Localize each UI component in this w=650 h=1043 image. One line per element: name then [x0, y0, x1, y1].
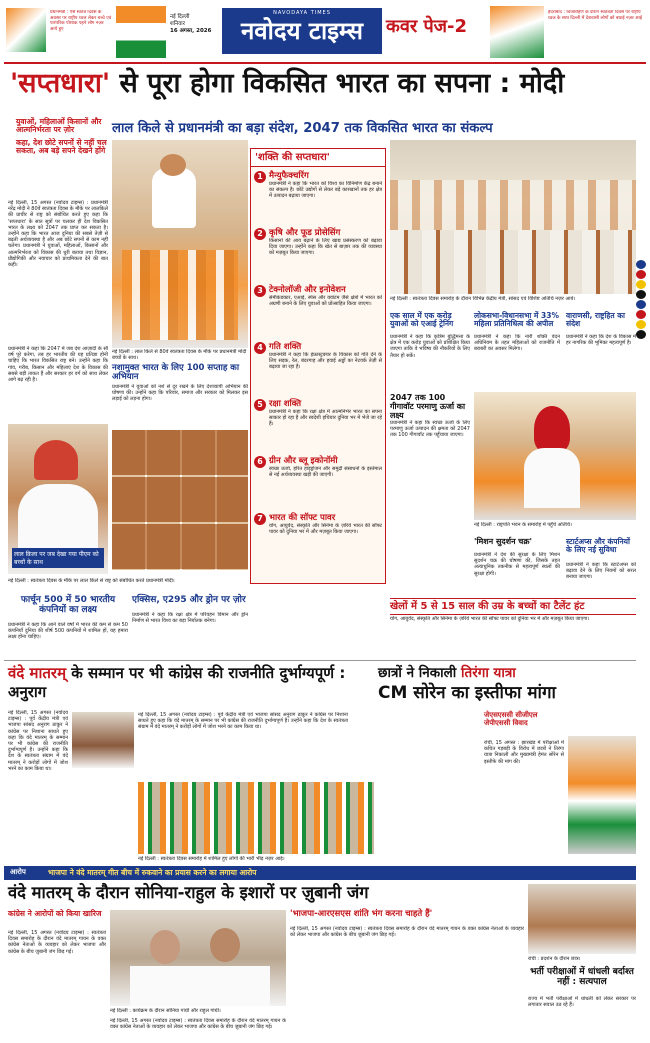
lead-body-continued: प्रधानमंत्री ने कहा कि 2047 में जब देश आज़ादी के सौ वर्ष पूरे करेगा, तब हर भारतीय की यह प्रतिज्ञा होनी चाहिए कि भारत विकसित राष्ट्र बने। उन्होंने कहा कि गांव, गरीब, किसान और महिलाएं देश के विकास की सबसे बड़ी ताकत हैं और सरकार हर वर्ग को साथ लेकर आगे बढ़ रही है।	[8, 346, 108, 384]
point-number: 1	[254, 171, 266, 183]
speech-caption: नई दिल्ली : राष्ट्रपति भवन के समारोह में पहुँचे अतिथि।	[474, 522, 572, 528]
strip-label: आरोप	[10, 868, 26, 876]
story-body: प्रधानमंत्री ने कहा कि रक्षा क्षेत्र में परिवहन विमान और ड्रोन निर्माण से भारत विश्व का बड़ा निर्यातक बनेगा।	[132, 612, 248, 625]
anurag-photo	[72, 712, 134, 768]
point-number: 5	[254, 399, 266, 411]
story-headline: वाराणसी, राष्ट्रहित का संदेश	[566, 311, 625, 329]
vande-headline	[8, 664, 348, 702]
point-text: सेमीकंडक्टर, एआई, स्पेस और क्वांटम जैसे क्षेत्रों में भारत को अग्रणी बनाने के लिए युवाओं को प्रोत्साहित किया जाएगा।	[269, 295, 382, 308]
point-number: 4	[254, 342, 266, 354]
sonia-bullet: कांग्रेस ने आरोपों को किया खारिज	[8, 909, 102, 918]
point-number: 2	[254, 228, 266, 240]
story-body: प्रधानमंत्री ने कहा कि नारी शक्ति वंदन अधिनियम के तहत महिलाओं को राजनीति में बराबरी का अवसर मिलेगा।	[474, 334, 560, 353]
side-body: राज्य में भर्ती परीक्षाओं में धांधली को लेकर सरकार पर लगातार सवाल उठ रहे हैं।	[528, 996, 636, 1009]
story-headline: स्टार्टअप्स और कंपनियों के लिए नई सुविधा	[566, 537, 630, 555]
right-promo-photo	[490, 6, 544, 58]
protest-caption: रांची : प्रदर्शन के दौरान छात्र।	[528, 956, 581, 962]
lead-bullets	[8, 118, 108, 155]
point-text: प्रधानमंत्री ने कहा कि रक्षा क्षेत्र में आत्मनिर्भर भारत का सपना साकार हो रहा है और स्वदेशी हथियार दुनिया भर में भेजे जा रहे हैं।	[269, 409, 382, 428]
point-title: टेक्नोलॉजी और इनोवेशन	[269, 285, 346, 295]
chhatra-line2: CM सोरेन का इस्तीफा मांगा	[378, 683, 556, 703]
sports-body: योग, आयुर्वेद, संस्कृति और सिनेमा के ज़रिये भारत की सॉफ्ट पावर को दुनिया भर में और मज़बूत किया जाएगा।	[390, 616, 590, 622]
edition-box	[170, 14, 220, 50]
chhatra-headline	[378, 664, 636, 704]
point-text: प्रधानमंत्री ने कहा कि इंफ्रास्ट्रक्चर के विकास को गति देने के लिए सड़क, रेल, बंदरगाह और हवाई अड्डों का नेटवर्क तेज़ी से बढ़ाया जा रहा है।	[269, 352, 382, 371]
story-headline: 'मिशन सुदर्शन चक्र'	[474, 537, 532, 546]
sonia-quote-body: नई दिल्ली, 15 अगस्त (नवोदय टाइम्स) : स्वतंत्रता दिवस समारोह के दौरान वंदे मातरम् गायन के वक्त कांग्रेस नेताओं के व्यवहार को लेकर भाजपा और कांग्रेस के बीच ज़ुबानी जंग छिड़ गई।	[290, 926, 524, 939]
protest-photo	[528, 884, 636, 954]
story-headline: लोकसभा-विधानसभा में 33% महिला प्रतिनिधित्व की अपील	[474, 311, 559, 329]
sonia-body-continued: नई दिल्ली, 15 अगस्त (नवोदय टाइम्स) : स्वतंत्रता दिवस समारोह के दौरान वंदे मातरम् गायन के वक्त कांग्रेस नेताओं के व्यवहार को लेकर भाजपा और कांग्रेस के बीच ज़ुबानी जंग छिड़ गई।	[110, 1018, 286, 1031]
dignitaries-caption: नई दिल्ली : स्वतंत्रता दिवस समारोह के दौरान विभिन्न केंद्रीय मंत्री, सांसद एवं विशिष्ट अतिथि नज़र आये।	[390, 296, 576, 302]
sports-banner: खेलों में 5 से 15 साल की उम्र के बच्चों का टैलेंट हंट	[390, 598, 636, 615]
lead-photo-caption: नई दिल्ली : लाल किले से 80वें स्वतंत्रता दिवस के मौके पर प्रधानमंत्री मोदी बच्चों के साथ।	[112, 349, 247, 361]
saptdhara-point	[251, 452, 385, 509]
saptdhara-point	[251, 338, 385, 395]
vande-highlight: वंदे मातरम्	[8, 664, 67, 682]
point-text: स्वच्छ ऊर्जा, हरित हाइड्रोजन और समुद्री संसाधनों के इस्तेमाल से नई अर्थव्यवस्था खड़ी की जाएगी।	[269, 466, 382, 479]
story-headline: 2047 तक 100 गीगावॉट परमाणु ऊर्जा का लक्ष्य	[390, 393, 466, 420]
tricolor-photo	[116, 6, 166, 58]
point-title: ग्रीन और ब्लू इकोनॉमी	[269, 456, 338, 466]
point-title: कृषि और फूड प्रोसेसिंग	[269, 228, 341, 238]
lead-headline-rest: से पूरा होगा विकसित भारत का सपना : मोदी	[110, 68, 565, 99]
edition-date: 16 अगस्त, 2026	[170, 28, 212, 34]
strip-text: भाजपा ने वंदे मातरम् गीत बीच में रुकवाने का प्रयास करने का लगाया आरोप	[48, 868, 257, 877]
story-headline: नशामुक्त भारत के लिए 100 सप्ताह का अभियान	[112, 363, 240, 383]
point-title: गति शक्ति	[269, 342, 302, 352]
moments-photo-grid	[112, 430, 248, 570]
crowd-caption: नई दिल्ली : स्वतंत्रता दिवस समारोह में शामिल हुए लोगों की भारी भीड़ नज़र आई।	[138, 856, 285, 862]
story-headline: एक साल में एक करोड़ युवाओं को एआई ट्रेनिंग	[390, 311, 454, 329]
story-body: प्रधानमंत्री ने कहा कि आने वाले वर्षों में भारत की कम से कम 50 कंपनियाँ दुनिया की शीर्ष 500 कंपनियों में शामिल हों, यह हमारा लक्ष्य होना चाहिए।	[8, 622, 128, 641]
allegation-strip	[4, 866, 636, 880]
story-body: प्रधानमंत्री ने कहा कि देश के विकास में हर नागरिक की भूमिका महत्वपूर्ण है।	[566, 334, 636, 347]
logo-box	[222, 8, 382, 54]
saptdhara-point	[251, 224, 385, 281]
point-number: 6	[254, 456, 266, 468]
chhatra-highlight: तिरंगा यात्रा	[461, 665, 516, 681]
point-number: 3	[254, 285, 266, 297]
collage-caption: नई दिल्ली : स्वतंत्रता दिवस के मौके पर लाल किले से राष्ट्र को संबोधित करते प्रधानमंत्री मोदी।	[8, 578, 175, 584]
saptdhara-point	[251, 167, 385, 224]
saptdhara-title: 'शक्ति की सप्तधारा'	[251, 149, 385, 167]
story-body: प्रधानमंत्री ने युवाओं को नशे से दूर रखने के लिए देशव्यापी अभियान की घोषणा की। उन्होंने कहा कि परिवार, समाज और सरकार को मिलकर इस लड़ाई को लड़ना होगा।	[112, 384, 248, 403]
dignitaries-photo	[390, 140, 636, 294]
story-headline: फार्चून 500 में 50 भारतीय कंपनियों का लक्ष्य	[20, 595, 116, 615]
point-title: मैन्युफैक्चरिंग	[269, 171, 309, 181]
collage-label: लाल क़िला पर जब देखा गया पीएम को बच्चों के साथ	[12, 548, 104, 568]
lead-headline-highlight: 'सप्तधारा'	[10, 68, 111, 99]
lead-subhead: लाल किले से प्रधानमंत्री का बड़ा संदेश, 2047 तक विकसित भारत का संकल्प	[112, 121, 493, 136]
sonia-body: नई दिल्ली, 15 अगस्त (नवोदय टाइम्स) : स्वतंत्रता दिवस समारोह के दौरान वंदे मातरम् गायन के वक्त कांग्रेस नेताओं के व्यवहार को लेकर भाजपा और कांग्रेस के बीच ज़ुबानी जंग छिड़ गई।	[8, 930, 106, 955]
saptdhara-box	[250, 148, 386, 584]
speech-photo	[474, 392, 636, 520]
point-text: किसानों की आय बढ़ाने के लिए खाद्य प्रसंस्करण को बढ़ावा दिया जाएगा। उन्होंने कहा कि खेत से बाज़ार तक की व्यवस्था को मज़बूत किया जाएगा।	[269, 238, 382, 257]
point-title: रक्षा शक्ति	[269, 399, 302, 409]
vande-rest: के सम्मान पर भी कांग्रेस की राजनीति दुर्भाग्यपूर्ण : अनुराग	[8, 664, 346, 701]
edition-city: नई दिल्ली	[170, 14, 190, 20]
right-promo-text: हैदराबाद : ध्वजारोहण के दौरान स्वतंत्रता दिवस पर राष्ट्रीय ध्वज के साथ दिल्ली में देशवासी लोगों को बधाई नज़र आई	[548, 10, 642, 21]
logo-small: NAVODAYA TIMES	[273, 10, 331, 16]
lead-photo	[112, 140, 248, 348]
story-headline: एक्सिस, ए295 और ड्रोन पर ज़ोर	[132, 595, 246, 605]
chhatra-subhead: जेएसएससी सीजीएल जेपीएससी विवाद	[484, 711, 538, 727]
students-photo	[568, 736, 636, 854]
saptdhara-point	[251, 281, 385, 338]
left-promo-text: प्रधानमंत्री : ऐसे स्वतंत्र दिवस के अवसर पर राष्ट्रीय ध्वज लेकर बच्चे एवं पारंपरिक पोशाक पहने लोग नज़र आये हुए	[50, 10, 112, 32]
point-title: भारत की सॉफ्ट पावर	[269, 513, 336, 523]
lead-headline	[10, 66, 640, 102]
side-headline: भर्ती परीक्षाओं में धांधली बर्दाश्त नहीं : सत्यपाल	[530, 967, 634, 987]
saptdhara-point	[251, 395, 385, 452]
story-body: प्रधानमंत्री ने देश की सुरक्षा के लिए मिशन सुदर्शन चक्र की घोषणा की, जिसके तहत अत्याधुनिक तकनीक से महत्वपूर्ण स्थलों की सुरक्षा होगी।	[474, 552, 560, 577]
sonia-quote: 'भाजपा-आरएसएस शांति भंग करना चाहते हैं'	[290, 909, 433, 919]
story-body: प्रधानमंत्री ने कहा कि स्वच्छ ऊर्जा के लिए परमाणु ऊर्जा उत्पादन की क्षमता को 2047 तक 100 गीगावॉट तक पहुँचाया जाएगा।	[390, 420, 470, 439]
lead-bullet: युवाओं, महिलाओं किसानों और आत्मनिर्भरता पर ज़ोर	[16, 117, 102, 135]
page-label: कवर पेज-2	[386, 16, 468, 37]
vande-body: नई दिल्ली, 15 अगस्त (नवोदय टाइम्स) : पूर्व केंद्रीय मंत्री एवं भाजपा सांसद अनुराग ठाकुर ने कांग्रेस पर निशाना साधते हुए कहा कि वंदे मातरम् के सम्मान पर भी कांग्रेस की राजनीति दुर्भाग्यपूर्ण है। उन्होंने कहा कि देश के स्वतंत्रता संग्राम में वंदे मातरम् ने करोड़ों लोगों में जोश भरने का काम किया था।	[8, 710, 68, 772]
sonia-rahul-photo	[110, 910, 286, 1006]
registration-marks	[636, 260, 646, 1040]
newspaper-logo: नवोदय टाइम्स	[240, 17, 364, 45]
point-text: प्रधानमंत्री ने कहा कि भारत को विश्व का विनिर्माण केंद्र बनाने का संकल्प है। छोटे उद्योगों से लेकर बड़े कारखानों तक हर क्षेत्र में उत्पादन बढ़ाया जाएगा।	[269, 181, 382, 200]
saptdhara-point	[251, 509, 385, 566]
sonia-headline: वंदे मातरम् के दौरान सोनिया-राहुल के इशारों पर ज़ुबानी जंग	[8, 883, 369, 902]
point-number: 7	[254, 513, 266, 525]
lead-bullet: कहा, देश छोटे सपनों से नहीं चल सकता, अब बड़े सपने देखने होंगे	[16, 137, 107, 155]
edition-day: शनिवार	[170, 21, 185, 27]
vande-body-continued: नई दिल्ली, 15 अगस्त (नवोदय टाइम्स) : पूर्व केंद्रीय मंत्री एवं भाजपा सांसद अनुराग ठाकुर ने कांग्रेस पर निशाना साधते हुए कहा कि वंदे मातरम् के सम्मान पर भी कांग्रेस की राजनीति दुर्भाग्यपूर्ण है। उन्होंने कहा कि देश के स्वतंत्रता संग्राम में वंदे मातरम् ने करोड़ों लोगों में जोश भरने का काम किया था।	[138, 712, 348, 731]
point-text: योग, आयुर्वेद, संस्कृति और सिनेमा के ज़रिये भारत की सॉफ्ट पावर को दुनिया भर में और मज़बूत किया जाएगा।	[269, 523, 382, 536]
left-promo-photo	[6, 8, 46, 52]
story-body: प्रधानमंत्री ने कहा कि स्टार्टअप्स को बढ़ावा देने के लिए नियमों को सरल बनाया जाएगा।	[566, 562, 636, 581]
crowd-photo	[138, 782, 374, 854]
chhatra-rest: छात्रों ने निकाली	[378, 665, 462, 681]
masthead	[0, 0, 650, 62]
chhatra-body: रांची, 15 अगस्त : झारखंड में परीक्षाओं में कथित गड़बड़ी के विरोध में छात्रों ने तिरंगा यात्रा निकाली और मुख्यमंत्री हेमंत सोरेन से इस्तीफे की मांग की।	[484, 740, 564, 765]
story-body: प्रधानमंत्री ने कहा कि कृत्रिम बुद्धिमत्ता के क्षेत्र में एक करोड़ युवाओं को प्रशिक्षित किया जाएगा ताकि वे भविष्य की नौकरियों के लिए तैयार हो सकें।	[390, 334, 470, 359]
lead-body: नई दिल्ली, 15 अगस्त (नवोदय टाइम्स) : प्रधानमंत्री नरेंद्र मोदी ने 80वें स्वतंत्रता दिवस के मौके पर लालकिले की प्राचीर से राष्ट्र को संबोधित करते हुए कहा कि 'सप्तधारा' के सात सूत्रों पर चलकर ही देश विकसित भारत के लक्ष्य को 2047 तक प्राप्त कर सकता है। उन्होंने कहा कि भारत आज दुनिया की सबसे तेज़ी से बढ़ती अर्थव्यवस्था है और अब छोटे सपनों से काम नहीं चलेगा। प्रधानमंत्री ने युवाओं, महिलाओं, किसानों और आत्मनिर्भरता को विकास की धुरी बताया तथा विज्ञान, प्रौद्योगिकी और नवाचार को प्राथमिकता देने की बात कही।	[8, 200, 108, 269]
sonia-caption: नई दिल्ली : कार्यक्रम के दौरान सोनिया गांधी और राहुल गांधी।	[110, 1008, 221, 1014]
